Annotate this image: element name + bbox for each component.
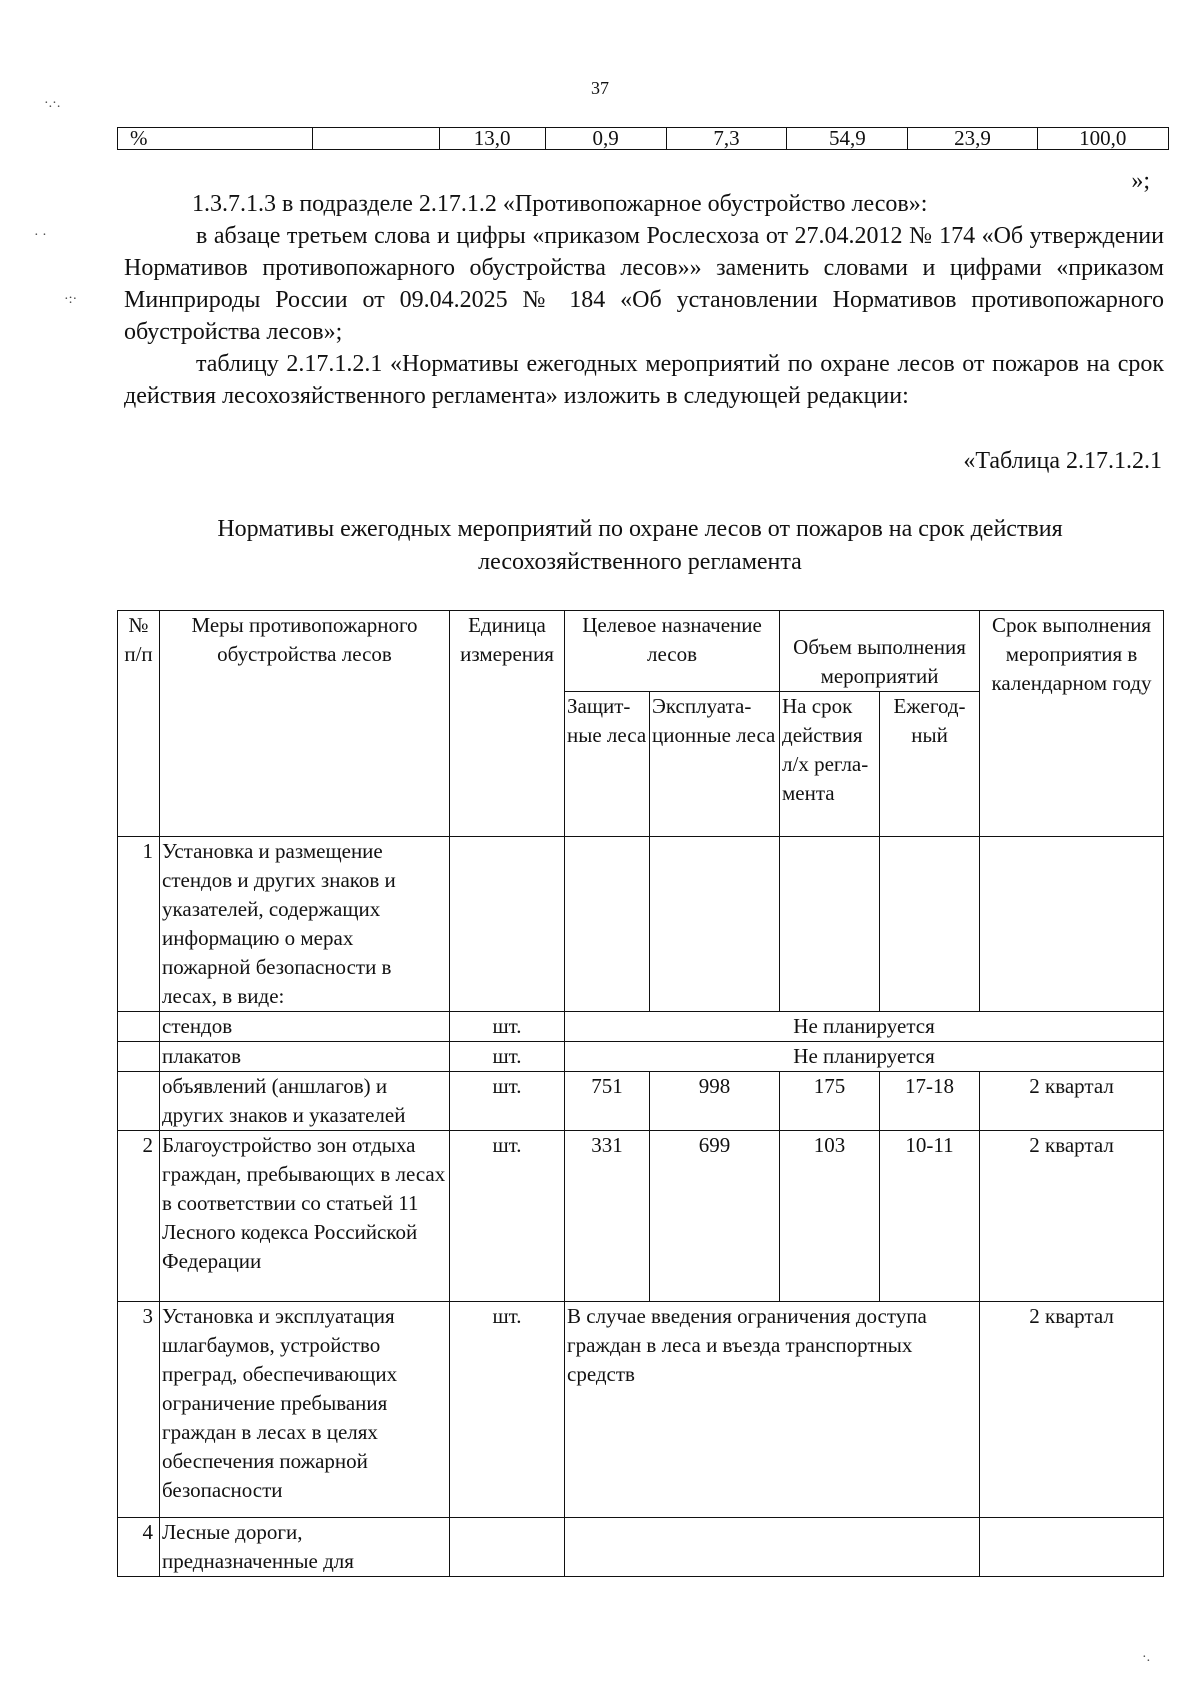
row-num: 2 [118, 1131, 160, 1302]
row-unit: шт. [450, 1042, 565, 1072]
table-row [118, 1042, 1164, 1072]
table-cell: 54,9 [787, 128, 908, 150]
table-row [118, 1131, 1164, 1302]
row-for-period: 175 [780, 1072, 880, 1131]
row-protective: 331 [565, 1131, 650, 1302]
row-note: В случае введения ограничения доступа граждан в леса и въезда транспортных средств [565, 1302, 980, 1518]
table-cell [313, 128, 439, 150]
table-row [118, 1012, 1164, 1042]
scan-speck: · · [34, 228, 47, 243]
table-cell [780, 837, 880, 1012]
page-number: 37 [591, 78, 609, 98]
fire-protection-norms-table [117, 610, 1164, 1577]
body-text [124, 188, 1164, 412]
row-exploitation: 699 [650, 1131, 780, 1302]
header-term: Срок выполнения мероприятия в календарном году [980, 611, 1164, 837]
table-cell [565, 1518, 980, 1577]
row-num: 4 [118, 1518, 160, 1577]
paragraph: 1.3.7.1.3 в подразделе 2.17.1.2 «Противопожарное обустройство лесов»: [192, 191, 928, 217]
row-measure: Установка и эксплуатация шлагбаумов, устройство преград, обеспечивающих ограничение пребывания граждан в лесах в целях обеспечения пожарной безопасности [160, 1302, 450, 1518]
row-annual: 10-11 [880, 1131, 980, 1302]
table-row [118, 837, 1164, 1012]
row-measure: Благоустройство зон отдыха граждан, пребывающих в лесах в соответствии со статьей 11 Лесного кодекса Российской Федерации [160, 1131, 450, 1302]
table-row [118, 128, 1169, 150]
header-volume: Объем выполнения мероприятий [780, 611, 980, 692]
row-term: 2 квартал [980, 1072, 1164, 1131]
paragraph: таблицу 2.17.1.2.1 «Нормативы ежегодных мероприятий по охране лесов от пожаров на срок действия лесохозяйственного регламента» изложить в следующей редакции: [124, 351, 1164, 409]
row-measure: Установка и размещение стендов и других знаков и указателей, содержащих информацию о мерах пожарной безопасности в лесах, в виде: [160, 837, 450, 1012]
table-cell: 7,3 [666, 128, 787, 150]
row-num: 1 [118, 837, 160, 1012]
row-unit: шт. [450, 1302, 565, 1518]
scan-speck: ·:· [64, 292, 78, 307]
close-quote: »; [1131, 168, 1150, 194]
table-cell [980, 837, 1164, 1012]
table-cell: 23,9 [908, 128, 1037, 150]
table-cell [565, 837, 650, 1012]
row-annual: 17-18 [880, 1072, 980, 1131]
row-for-period: 103 [780, 1131, 880, 1302]
row-exploitation: 998 [650, 1072, 780, 1131]
table-header-row [118, 611, 1164, 692]
table-cell [450, 1518, 565, 1577]
table-row [118, 1302, 1164, 1518]
table-row [118, 1518, 1164, 1577]
table-cell [118, 1072, 160, 1131]
header-annual: Ежегод-ный [880, 692, 980, 837]
table-cell: 0,9 [545, 128, 666, 150]
table-cell [450, 837, 565, 1012]
row-measure: объявлений (аншлагов) и других знаков и указателей [160, 1072, 450, 1131]
table-cell [980, 1518, 1164, 1577]
table-cell: 100,0 [1037, 128, 1168, 150]
table-cell [118, 1042, 160, 1072]
scan-speck: ·. [1142, 1650, 1151, 1665]
header-for-period: На срок действия л/х регла-мента [780, 692, 880, 837]
table-title: Нормативы ежегодных мероприятий по охране лесов от пожаров на срок действия лесохозяйственного регламента [217, 516, 1063, 575]
row-unit: шт. [450, 1012, 565, 1042]
previous-table-tail [117, 127, 1169, 150]
percent-label: % [118, 128, 313, 150]
header-unit: Единица измерения [450, 611, 565, 837]
table-cell [880, 837, 980, 1012]
row-protective: 751 [565, 1072, 650, 1131]
table-caption: «Таблица 2.17.1.2.1 [963, 448, 1162, 474]
table-cell [650, 837, 780, 1012]
row-term: 2 квартал [980, 1131, 1164, 1302]
row-note: Не планируется [565, 1042, 1164, 1072]
table-row [118, 1072, 1164, 1131]
row-note: Не планируется [565, 1012, 1164, 1042]
header-num: № п/п [118, 611, 160, 837]
header-protective: Защит-ные леса [565, 692, 650, 837]
row-num: 3 [118, 1302, 160, 1518]
row-measure: Лесные дороги, предназначенные для [160, 1518, 450, 1577]
paragraph: в абзаце третьем слова и цифры «приказом Рослесхоза от 27.04.2012 № 174 «Об утверждении Нормативов противопожарного обустройства лесов»» заменить словами и цифрами «приказом Минприроды России от 09.04.2025 № 184 «Об установлении Нормативов противопожарного обустройства лесов»; [124, 223, 1164, 345]
row-unit: шт. [450, 1072, 565, 1131]
row-measure: стендов [160, 1012, 450, 1042]
row-measure: плакатов [160, 1042, 450, 1072]
header-exploitation: Эксплуата-ционные леса [650, 692, 780, 837]
header-measures: Меры противопожарного обустройства лесов [160, 611, 450, 837]
row-unit: шт. [450, 1131, 565, 1302]
row-term: 2 квартал [980, 1302, 1164, 1518]
table-cell: 13,0 [439, 128, 545, 150]
table-cell [118, 1012, 160, 1042]
header-purpose: Целевое назначение лесов [565, 611, 780, 692]
scan-speck: ·.·. [44, 96, 61, 111]
